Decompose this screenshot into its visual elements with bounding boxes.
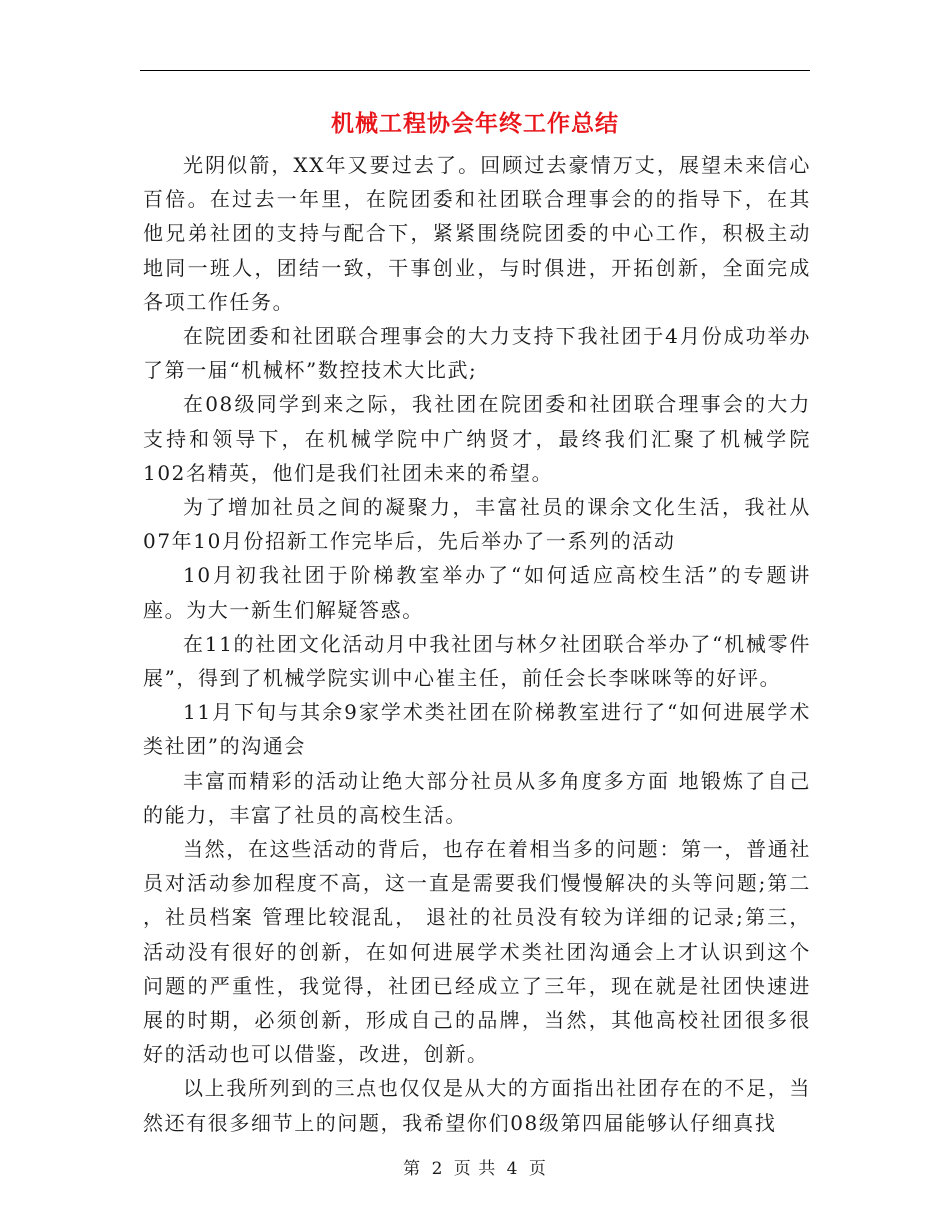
footer-suffix: 页 <box>528 1159 547 1179</box>
paragraph: 在11的社团文化活动月中我社团与林夕社团联合举办了“机械零件展”，得到了机械学院实训中心崔主任，前任会长李咪咪等的好评。 <box>143 631 811 691</box>
paragraph: 在08级同学到来之际，我社团在院团委和社团联合理事会的大力支持和领导下，在机械学院中广纳贤才，最终我们汇聚了机械学院102名精英，他们是我们社团未来的希望。 <box>143 392 811 485</box>
current-page-number: 2 <box>431 1159 444 1179</box>
document-body <box>143 148 811 1140</box>
header-rule <box>140 70 810 71</box>
document-title: 机械工程协会年终工作总结 <box>331 110 619 137</box>
paragraph: 丰富而精彩的活动让绝大部分社员从多角度多方面 地锻炼了自己的能力，丰富了社员的高校生活。 <box>143 768 811 827</box>
paragraph: 11月下旬与其余9家学术类社团在阶梯教室进行了“如何进展学术类社团”的沟通会 <box>143 700 811 759</box>
total-pages-number: 4 <box>506 1159 519 1179</box>
paragraph: 为了增加社员之间的凝聚力，丰富社员的课余文化生活，我社从07年10月份招新工作完毕后，先后举办了一系列的活动 <box>143 495 811 554</box>
paragraph: 在院团委和社团联合理事会的大力支持下我社团于4月份成功举办了第一届“机械杯”数控技术大比武; <box>143 324 811 383</box>
paragraph: 10月初我社团于阶梯教室举办了“如何适应高校生活”的专题讲座。为大一新生们解疑答惑。 <box>143 563 811 622</box>
page-footer <box>0 1154 950 1179</box>
footer-prefix: 第 <box>403 1159 422 1179</box>
paragraph: 光阴似箭，XX年又要过去了。回顾过去豪情万丈，展望未来信心百倍。在过去一年里，在院团委和社团联合理事会的的指导下，在其他兄弟社团的支持与配合下，紧紧围绕院团委的中心工作，积极主动地同一班人，团结一致，干事创业，与时俱进，开拓创新，全面完成各项工作任务。 <box>143 153 811 314</box>
paragraph: 以上我所列到的三点也仅仅是从大的方面指出社团存在的不足，当然还有很多细节上的问题，我希望你们08级第四届能够认仔细真找 <box>143 1076 811 1135</box>
paragraph: 当然，在这些活动的背后，也存在着相当多的问题：第一，普通社员对活动参加程度不高，这一直是需要我们慢慢解决的头等问题;第二 ，社员档案 管理比较混乱， 退社的社员没有较为详细的记录;第三，活动没有很好的创新，在如何进展学术类社团沟通会上才认识到这个问题的严重性，我觉得，社团已经成立了三年，现在就是社团快速进展的时期，必须创新，形成自己的品牌，当然，其他高校社团很多很好的活动也可以借鉴，改进，创新。 <box>143 837 811 1067</box>
footer-mid: 页 共 <box>453 1159 497 1179</box>
